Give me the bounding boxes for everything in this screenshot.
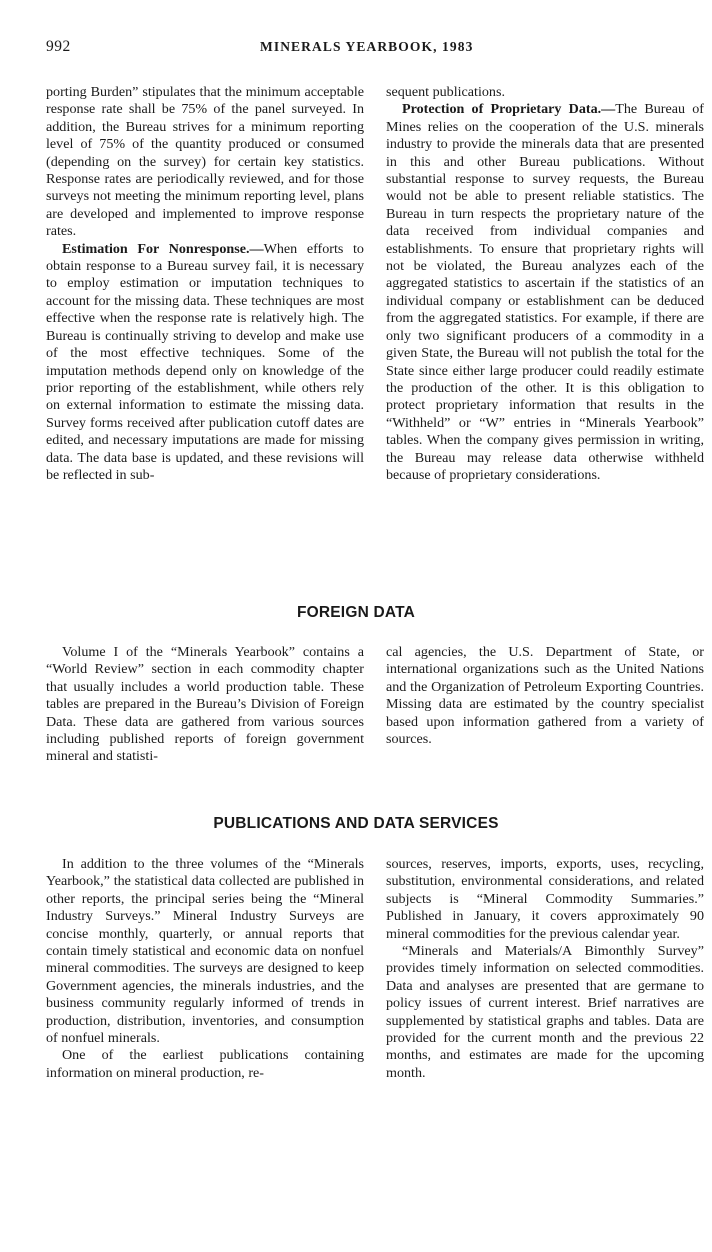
right-column — [386, 644, 704, 748]
paragraph-world-review: Volume I of the “Minerals Yearbook” contains a “World Review” section in each commodity chapter that usually includes a world production table. These tables are prepared in the Bureau’s Division of Foreign Data. These data are gathered from various sources including published reports of foreign government mineral and statisti- — [46, 644, 364, 765]
paragraph-foreign-sources: cal agencies, the U.S. Department of State, or international organizations such as the United Nations and the Organization of Petroleum Exporting Countries. Missing data are estimated by the country specialist based upon information gathered from a variety of sources. — [386, 644, 704, 748]
paragraph-estimation-nonresponse — [46, 241, 364, 485]
section-heading-foreign-data: FOREIGN DATA — [296, 604, 416, 621]
paragraph-commodity-summaries: sources, reserves, imports, exports, uses, recycling, substitution, environmental considerations, and related subjects is “Mineral Commodity Summaries.” Published in January, it covers approximately 90 mineral commodities for the previous calendar year. — [386, 856, 704, 942]
paragraph-continuation: sequent publications. — [386, 84, 505, 100]
right-column — [386, 84, 704, 484]
foreign-data-columns — [46, 644, 705, 779]
continued-section-columns — [46, 84, 705, 580]
publications-columns — [46, 856, 705, 1136]
paragraph-earliest-publications: One of the earliest publications containing information on mineral production, re- — [46, 1047, 364, 1081]
left-column — [46, 84, 364, 484]
right-column — [386, 856, 704, 1082]
page-number: 992 — [46, 38, 71, 55]
paragraph-reporting-burden: porting Burden” stipulates that the minimum acceptable response rate shall be 75% of the panel surveyed. In addition, the Bureau strives for a minimum reporting level of 75% of the quantity produced or consumed (depending on the survey) for certain key statistics. Response rates are periodically reviewed, and for those surveys not meeting the minimum reporting level, plans are developed and implemented to improve response rates. — [46, 84, 364, 240]
left-column — [46, 856, 364, 1082]
run-in-heading-estimation: Estimation For Nonresponse.— — [62, 240, 264, 257]
paragraph-body: When efforts to obtain response to a Bureau survey fail, it is necessary to employ estimation or imputation techniques to account for the missing data. These techniques are most effective when the response rate is relatively high. The Bureau is continually striving to develop and make use of the most effective techniques. Some of the imputation methods depend only on knowledge of the prior reporting of the establishment, while others rely on external information to estimate the missing data. Survey forms received after publication cutoff dates are edited, and necessary imputations are made for missing data. The data base is updated, and these revisions will be reflected in sub- — [46, 240, 364, 483]
paragraph-body: The Bureau of Mines relies on the cooperation of the U.S. minerals industry to provide the minerals data that are presented in this and other Bureau publications. Without substantial response to survey requests, the Bureau would not be able to present reliable statistics. The Bureau in turn respects the proprietary nature of the data received from individual companies and establishments. To ensure that proprietary rights will not be violated, the Bureau analyzes each of the aggregated statistics to ascertain if the statistics of an individual company or establishment can be deduced from the aggregated statistics. For example, if there are only two significant producers of a commodity in a given State, the Bureau will not publish the total for the State since either large producer could readily estimate the production of the other. It is this obligation to protect proprietary information that results in the “Withheld” or “W” entries in “Minerals Yearbook” tables. When the company gives permission in writing, the Bureau may release data otherwise withheld because of proprietary considerations. — [386, 101, 704, 483]
paragraph-bimonthly-survey: “Minerals and Materials/A Bimonthly Survey” provides timely information on selected commodities. Data and analyses are presented that are germane to policy issues of current interest. Brief narratives are supplemented by statistical graphs and tables. Data are provided for the current month and the previous 22 months, and estimates are made for the upcoming month. — [386, 943, 704, 1081]
page-header — [46, 38, 712, 58]
paragraph-mineral-industry-surveys: In addition to the three volumes of the “Minerals Yearbook,” the statistical data collected are published in other reports, the principal series being the “Mineral Industry Surveys.” Mineral Industry Surveys are concise monthly, quarterly, or annual reports that contain timely statistical and economic data on nonfuel mineral commodities. The surveys are designed to keep Government agencies, the minerals industries, and the business community regularly informed of trends in production, distribution, inventories, and consumption of nonfuel minerals. — [46, 856, 364, 1047]
run-in-heading-proprietary: Protection of Proprietary Data.— — [402, 101, 616, 118]
left-column — [46, 644, 364, 766]
running-title: MINERALS YEARBOOK, 1983 — [260, 39, 474, 54]
section-heading-publications: PUBLICATIONS AND DATA SERVICES — [213, 815, 499, 832]
paragraph-proprietary-data — [386, 101, 704, 484]
